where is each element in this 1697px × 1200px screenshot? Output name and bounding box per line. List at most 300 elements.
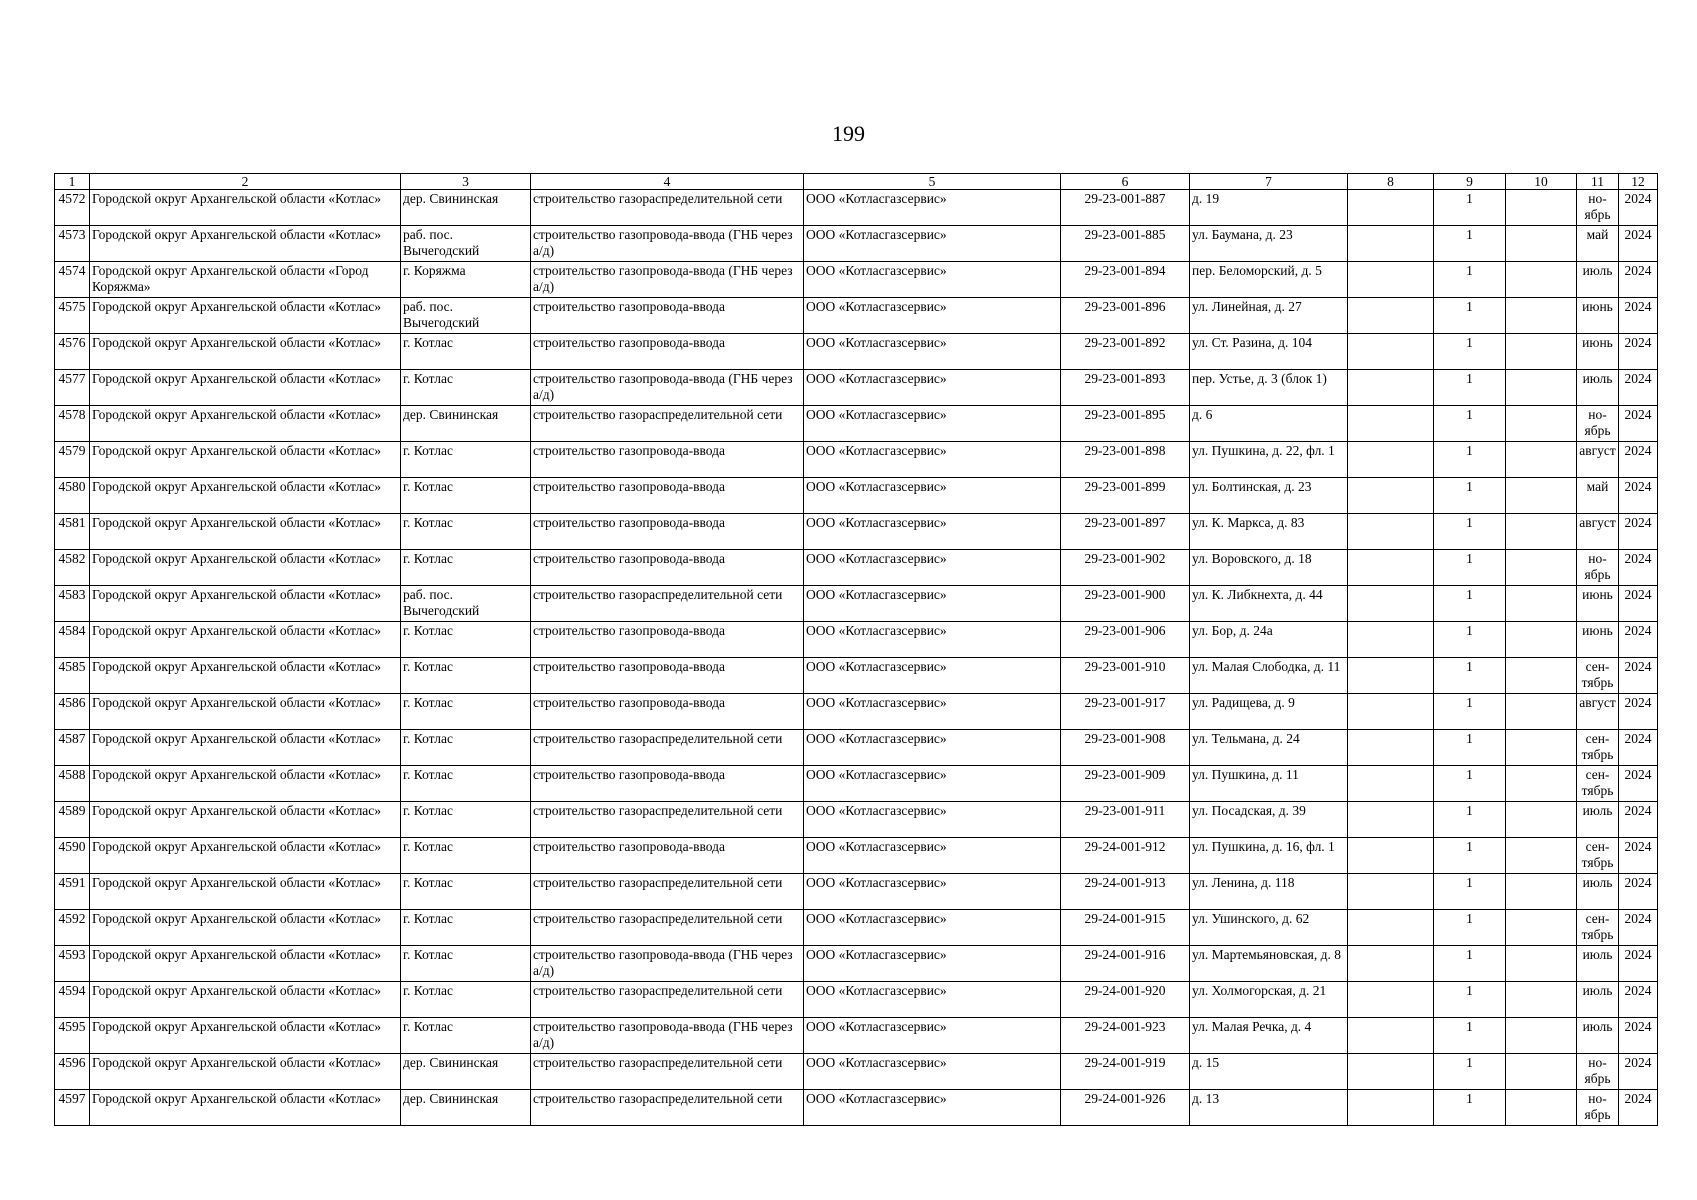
address-cell: ул. Малая Речка, д. 4 bbox=[1190, 1018, 1348, 1054]
col-8-value-cell bbox=[1348, 478, 1434, 514]
year-cell: 2024 bbox=[1619, 514, 1658, 550]
year-cell: 2024 bbox=[1619, 766, 1658, 802]
table-row bbox=[55, 478, 1658, 514]
organization-cell: ООО «Котласгазсервис» bbox=[804, 442, 1061, 478]
work-type-cell: строительство газопровода-ввода bbox=[531, 298, 804, 334]
year-cell: 2024 bbox=[1619, 658, 1658, 694]
municipality-cell: Городской округ Архангельской области «Котлас» bbox=[90, 982, 401, 1018]
row-number-cell: 4574 bbox=[55, 262, 90, 298]
col-8-value-cell bbox=[1348, 946, 1434, 982]
month-cell: август bbox=[1577, 442, 1619, 478]
work-type-cell: строительство газопровода-ввода bbox=[531, 550, 804, 586]
municipality-cell: Городской округ Архангельской области «Котлас» bbox=[90, 1018, 401, 1054]
quantity-cell: 1 bbox=[1434, 658, 1506, 694]
table-row bbox=[55, 190, 1658, 226]
col-8-value-cell bbox=[1348, 262, 1434, 298]
col-10-value-cell bbox=[1506, 190, 1577, 226]
organization-cell: ООО «Котласгазсервис» bbox=[804, 550, 1061, 586]
row-number-cell: 4575 bbox=[55, 298, 90, 334]
settlement-cell: дер. Свининская bbox=[401, 190, 531, 226]
table-row bbox=[55, 1018, 1658, 1054]
address-cell: д. 13 bbox=[1190, 1090, 1348, 1126]
address-cell: ул. Ленина, д. 118 bbox=[1190, 874, 1348, 910]
year-cell: 2024 bbox=[1619, 334, 1658, 370]
column-number: 8 bbox=[1348, 174, 1434, 190]
year-cell: 2024 bbox=[1619, 910, 1658, 946]
table-row bbox=[55, 406, 1658, 442]
column-number: 10 bbox=[1506, 174, 1577, 190]
col-10-value-cell bbox=[1506, 730, 1577, 766]
year-cell: 2024 bbox=[1619, 406, 1658, 442]
work-type-cell: строительство газопровода-ввода bbox=[531, 766, 804, 802]
col-10-value-cell bbox=[1506, 442, 1577, 478]
quantity-cell: 1 bbox=[1434, 1054, 1506, 1090]
quantity-cell: 1 bbox=[1434, 190, 1506, 226]
month-cell: но-ябрь bbox=[1577, 406, 1619, 442]
table-row bbox=[55, 514, 1658, 550]
registry-code-cell: 29-23-001-911 bbox=[1061, 802, 1190, 838]
settlement-cell: г. Котлас bbox=[401, 982, 531, 1018]
col-8-value-cell bbox=[1348, 1018, 1434, 1054]
registry-code-cell: 29-24-001-913 bbox=[1061, 874, 1190, 910]
municipality-cell: Городской округ Архангельской области «Котлас» bbox=[90, 802, 401, 838]
row-number-cell: 4577 bbox=[55, 370, 90, 406]
row-number-cell: 4593 bbox=[55, 946, 90, 982]
table-row bbox=[55, 550, 1658, 586]
address-cell: ул. Мартемьяновская, д. 8 bbox=[1190, 946, 1348, 982]
organization-cell: ООО «Котласгазсервис» bbox=[804, 982, 1061, 1018]
settlement-cell: г. Котлас bbox=[401, 622, 531, 658]
address-cell: ул. Бор, д. 24а bbox=[1190, 622, 1348, 658]
table-row bbox=[55, 766, 1658, 802]
year-cell: 2024 bbox=[1619, 370, 1658, 406]
col-8-value-cell bbox=[1348, 874, 1434, 910]
organization-cell: ООО «Котласгазсервис» bbox=[804, 478, 1061, 514]
quantity-cell: 1 bbox=[1434, 478, 1506, 514]
address-cell: ул. Холмогорская, д. 21 bbox=[1190, 982, 1348, 1018]
row-number-cell: 4589 bbox=[55, 802, 90, 838]
organization-cell: ООО «Котласгазсервис» bbox=[804, 370, 1061, 406]
col-10-value-cell bbox=[1506, 1054, 1577, 1090]
year-cell: 2024 bbox=[1619, 586, 1658, 622]
registry-code-cell: 29-23-001-894 bbox=[1061, 262, 1190, 298]
table-row bbox=[55, 622, 1658, 658]
settlement-cell: г. Котлас bbox=[401, 802, 531, 838]
col-8-value-cell bbox=[1348, 982, 1434, 1018]
row-number-cell: 4585 bbox=[55, 658, 90, 694]
month-cell: август bbox=[1577, 694, 1619, 730]
municipality-cell: Городской округ Архангельской области «Котлас» bbox=[90, 766, 401, 802]
register-table bbox=[54, 173, 1658, 1126]
column-number: 9 bbox=[1434, 174, 1506, 190]
municipality-cell: Городской округ Архангельской области «Котлас» bbox=[90, 622, 401, 658]
organization-cell: ООО «Котласгазсервис» bbox=[804, 1090, 1061, 1126]
settlement-cell: раб. пос. Вычегодский bbox=[401, 298, 531, 334]
address-cell: ул. Радищева, д. 9 bbox=[1190, 694, 1348, 730]
column-number: 6 bbox=[1061, 174, 1190, 190]
work-type-cell: строительство газопровода-ввода bbox=[531, 514, 804, 550]
registry-code-cell: 29-23-001-909 bbox=[1061, 766, 1190, 802]
municipality-cell: Городской округ Архангельской области «Город Коряжма» bbox=[90, 262, 401, 298]
year-cell: 2024 bbox=[1619, 838, 1658, 874]
col-10-value-cell bbox=[1506, 334, 1577, 370]
col-10-value-cell bbox=[1506, 910, 1577, 946]
row-number-cell: 4580 bbox=[55, 478, 90, 514]
table-row bbox=[55, 298, 1658, 334]
address-cell: ул. Ст. Разина, д. 104 bbox=[1190, 334, 1348, 370]
registry-code-cell: 29-24-001-920 bbox=[1061, 982, 1190, 1018]
address-cell: д. 15 bbox=[1190, 1054, 1348, 1090]
row-number-cell: 4590 bbox=[55, 838, 90, 874]
col-8-value-cell bbox=[1348, 334, 1434, 370]
registry-code-cell: 29-23-001-899 bbox=[1061, 478, 1190, 514]
year-cell: 2024 bbox=[1619, 622, 1658, 658]
table-row bbox=[55, 946, 1658, 982]
address-cell: ул. Воровского, д. 18 bbox=[1190, 550, 1348, 586]
municipality-cell: Городской округ Архангельской области «Котлас» bbox=[90, 478, 401, 514]
col-8-value-cell bbox=[1348, 226, 1434, 262]
column-number: 5 bbox=[804, 174, 1061, 190]
settlement-cell: г. Котлас bbox=[401, 514, 531, 550]
organization-cell: ООО «Котласгазсервис» bbox=[804, 190, 1061, 226]
col-8-value-cell bbox=[1348, 802, 1434, 838]
column-number: 3 bbox=[401, 174, 531, 190]
col-10-value-cell bbox=[1506, 298, 1577, 334]
work-type-cell: строительство газораспределительной сети bbox=[531, 1054, 804, 1090]
registry-code-cell: 29-23-001-910 bbox=[1061, 658, 1190, 694]
col-10-value-cell bbox=[1506, 406, 1577, 442]
organization-cell: ООО «Котласгазсервис» bbox=[804, 1018, 1061, 1054]
work-type-cell: строительство газораспределительной сети bbox=[531, 910, 804, 946]
table-row bbox=[55, 334, 1658, 370]
year-cell: 2024 bbox=[1619, 982, 1658, 1018]
table-row bbox=[55, 694, 1658, 730]
register-body bbox=[55, 190, 1658, 1126]
month-cell: август bbox=[1577, 514, 1619, 550]
col-10-value-cell bbox=[1506, 622, 1577, 658]
month-cell: июль bbox=[1577, 262, 1619, 298]
municipality-cell: Городской округ Архангельской области «Котлас» bbox=[90, 874, 401, 910]
col-10-value-cell bbox=[1506, 370, 1577, 406]
settlement-cell: г. Котлас bbox=[401, 370, 531, 406]
col-10-value-cell bbox=[1506, 874, 1577, 910]
month-cell: сен-тябрь bbox=[1577, 838, 1619, 874]
organization-cell: ООО «Котласгазсервис» bbox=[804, 622, 1061, 658]
table-row bbox=[55, 910, 1658, 946]
col-10-value-cell bbox=[1506, 982, 1577, 1018]
settlement-cell: г. Котлас bbox=[401, 946, 531, 982]
col-10-value-cell bbox=[1506, 478, 1577, 514]
settlement-cell: г. Котлас bbox=[401, 478, 531, 514]
year-cell: 2024 bbox=[1619, 874, 1658, 910]
col-10-value-cell bbox=[1506, 550, 1577, 586]
registry-code-cell: 29-23-001-896 bbox=[1061, 298, 1190, 334]
municipality-cell: Городской округ Архангельской области «Котлас» bbox=[90, 586, 401, 622]
row-number-cell: 4576 bbox=[55, 334, 90, 370]
organization-cell: ООО «Котласгазсервис» bbox=[804, 262, 1061, 298]
work-type-cell: строительство газопровода-ввода (ГНБ через а/д) bbox=[531, 1018, 804, 1054]
quantity-cell: 1 bbox=[1434, 586, 1506, 622]
registry-code-cell: 29-23-001-885 bbox=[1061, 226, 1190, 262]
month-cell: сен-тябрь bbox=[1577, 730, 1619, 766]
organization-cell: ООО «Котласгазсервис» bbox=[804, 226, 1061, 262]
address-cell: д. 19 bbox=[1190, 190, 1348, 226]
municipality-cell: Городской округ Архангельской области «Котлас» bbox=[90, 658, 401, 694]
month-cell: июль bbox=[1577, 874, 1619, 910]
col-8-value-cell bbox=[1348, 910, 1434, 946]
table-row bbox=[55, 370, 1658, 406]
work-type-cell: строительство газопровода-ввода bbox=[531, 478, 804, 514]
settlement-cell: г. Котлас bbox=[401, 442, 531, 478]
work-type-cell: строительство газопровода-ввода bbox=[531, 658, 804, 694]
month-cell: май bbox=[1577, 226, 1619, 262]
table-row bbox=[55, 982, 1658, 1018]
work-type-cell: строительство газопровода-ввода bbox=[531, 838, 804, 874]
registry-code-cell: 29-23-001-906 bbox=[1061, 622, 1190, 658]
work-type-cell: строительство газораспределительной сети bbox=[531, 802, 804, 838]
work-type-cell: строительство газораспределительной сети bbox=[531, 982, 804, 1018]
municipality-cell: Городской округ Архангельской области «Котлас» bbox=[90, 550, 401, 586]
municipality-cell: Городской округ Архангельской области «Котлас» bbox=[90, 694, 401, 730]
table-row bbox=[55, 262, 1658, 298]
row-number-cell: 4583 bbox=[55, 586, 90, 622]
col-8-value-cell bbox=[1348, 622, 1434, 658]
month-cell: но-ябрь bbox=[1577, 1090, 1619, 1126]
column-number: 12 bbox=[1619, 174, 1658, 190]
row-number-cell: 4597 bbox=[55, 1090, 90, 1126]
column-number: 11 bbox=[1577, 174, 1619, 190]
col-8-value-cell bbox=[1348, 694, 1434, 730]
year-cell: 2024 bbox=[1619, 478, 1658, 514]
month-cell: июнь bbox=[1577, 298, 1619, 334]
municipality-cell: Городской округ Архангельской области «Котлас» bbox=[90, 838, 401, 874]
registry-code-cell: 29-24-001-912 bbox=[1061, 838, 1190, 874]
month-cell: сен-тябрь bbox=[1577, 910, 1619, 946]
address-cell: пер. Беломорский, д. 5 bbox=[1190, 262, 1348, 298]
organization-cell: ООО «Котласгазсервис» bbox=[804, 838, 1061, 874]
quantity-cell: 1 bbox=[1434, 514, 1506, 550]
row-number-cell: 4582 bbox=[55, 550, 90, 586]
settlement-cell: г. Котлас bbox=[401, 874, 531, 910]
work-type-cell: строительство газопровода-ввода (ГНБ через а/д) bbox=[531, 370, 804, 406]
address-cell: ул. Линейная, д. 27 bbox=[1190, 298, 1348, 334]
col-10-value-cell bbox=[1506, 1018, 1577, 1054]
col-10-value-cell bbox=[1506, 766, 1577, 802]
settlement-cell: г. Котлас bbox=[401, 550, 531, 586]
row-number-cell: 4587 bbox=[55, 730, 90, 766]
table-row bbox=[55, 1054, 1658, 1090]
month-cell: июнь bbox=[1577, 334, 1619, 370]
col-8-value-cell bbox=[1348, 1054, 1434, 1090]
settlement-cell: раб. пос. Вычегодский bbox=[401, 586, 531, 622]
quantity-cell: 1 bbox=[1434, 1090, 1506, 1126]
address-cell: ул. Малая Слободка, д. 11 bbox=[1190, 658, 1348, 694]
quantity-cell: 1 bbox=[1434, 442, 1506, 478]
col-8-value-cell bbox=[1348, 766, 1434, 802]
col-8-value-cell bbox=[1348, 406, 1434, 442]
settlement-cell: г. Коряжма bbox=[401, 262, 531, 298]
col-10-value-cell bbox=[1506, 1090, 1577, 1126]
row-number-cell: 4581 bbox=[55, 514, 90, 550]
row-number-cell: 4588 bbox=[55, 766, 90, 802]
settlement-cell: г. Котлас bbox=[401, 730, 531, 766]
registry-code-cell: 29-23-001-917 bbox=[1061, 694, 1190, 730]
work-type-cell: строительство газораспределительной сети bbox=[531, 190, 804, 226]
registry-code-cell: 29-24-001-916 bbox=[1061, 946, 1190, 982]
table-row bbox=[55, 226, 1658, 262]
work-type-cell: строительство газораспределительной сети bbox=[531, 1090, 804, 1126]
row-number-cell: 4578 bbox=[55, 406, 90, 442]
quantity-cell: 1 bbox=[1434, 298, 1506, 334]
settlement-cell: г. Котлас bbox=[401, 766, 531, 802]
registry-code-cell: 29-23-001-902 bbox=[1061, 550, 1190, 586]
registry-code-cell: 29-23-001-895 bbox=[1061, 406, 1190, 442]
municipality-cell: Городской округ Архангельской области «Котлас» bbox=[90, 730, 401, 766]
registry-code-cell: 29-23-001-893 bbox=[1061, 370, 1190, 406]
month-cell: сен-тябрь bbox=[1577, 658, 1619, 694]
work-type-cell: строительство газораспределительной сети bbox=[531, 586, 804, 622]
municipality-cell: Городской округ Архангельской области «Котлас» bbox=[90, 910, 401, 946]
table-row bbox=[55, 442, 1658, 478]
row-number-cell: 4572 bbox=[55, 190, 90, 226]
registry-code-cell: 29-24-001-926 bbox=[1061, 1090, 1190, 1126]
column-number: 4 bbox=[531, 174, 804, 190]
work-type-cell: строительство газопровода-ввода bbox=[531, 334, 804, 370]
year-cell: 2024 bbox=[1619, 550, 1658, 586]
registry-code-cell: 29-23-001-900 bbox=[1061, 586, 1190, 622]
col-10-value-cell bbox=[1506, 586, 1577, 622]
year-cell: 2024 bbox=[1619, 802, 1658, 838]
settlement-cell: г. Котлас bbox=[401, 910, 531, 946]
registry-code-cell: 29-23-001-898 bbox=[1061, 442, 1190, 478]
organization-cell: ООО «Котласгазсервис» bbox=[804, 946, 1061, 982]
month-cell: июнь bbox=[1577, 622, 1619, 658]
settlement-cell: г. Котлас bbox=[401, 658, 531, 694]
settlement-cell: г. Котлас bbox=[401, 694, 531, 730]
year-cell: 2024 bbox=[1619, 262, 1658, 298]
table-row bbox=[55, 838, 1658, 874]
address-cell: ул. Пушкина, д. 16, фл. 1 bbox=[1190, 838, 1348, 874]
address-cell: ул. Тельмана, д. 24 bbox=[1190, 730, 1348, 766]
municipality-cell: Городской округ Архангельской области «Котлас» bbox=[90, 370, 401, 406]
registry-code-cell: 29-23-001-887 bbox=[1061, 190, 1190, 226]
organization-cell: ООО «Котласгазсервис» bbox=[804, 1054, 1061, 1090]
col-8-value-cell bbox=[1348, 586, 1434, 622]
col-8-value-cell bbox=[1348, 730, 1434, 766]
year-cell: 2024 bbox=[1619, 1054, 1658, 1090]
municipality-cell: Городской округ Архангельской области «Котлас» bbox=[90, 226, 401, 262]
address-cell: ул. Болтинская, д. 23 bbox=[1190, 478, 1348, 514]
organization-cell: ООО «Котласгазсервис» bbox=[804, 802, 1061, 838]
month-cell: но-ябрь bbox=[1577, 550, 1619, 586]
column-number: 1 bbox=[55, 174, 90, 190]
col-10-value-cell bbox=[1506, 262, 1577, 298]
registry-code-cell: 29-23-001-892 bbox=[1061, 334, 1190, 370]
address-cell: ул. К. Либкнехта, д. 44 bbox=[1190, 586, 1348, 622]
quantity-cell: 1 bbox=[1434, 370, 1506, 406]
organization-cell: ООО «Котласгазсервис» bbox=[804, 658, 1061, 694]
col-10-value-cell bbox=[1506, 658, 1577, 694]
registry-code-cell: 29-24-001-915 bbox=[1061, 910, 1190, 946]
settlement-cell: дер. Свининская bbox=[401, 1054, 531, 1090]
quantity-cell: 1 bbox=[1434, 226, 1506, 262]
col-8-value-cell bbox=[1348, 370, 1434, 406]
month-cell: июль bbox=[1577, 1018, 1619, 1054]
quantity-cell: 1 bbox=[1434, 406, 1506, 442]
year-cell: 2024 bbox=[1619, 1018, 1658, 1054]
column-number: 2 bbox=[90, 174, 401, 190]
quantity-cell: 1 bbox=[1434, 262, 1506, 298]
work-type-cell: строительство газораспределительной сети bbox=[531, 406, 804, 442]
month-cell: июль bbox=[1577, 802, 1619, 838]
table-row bbox=[55, 802, 1658, 838]
organization-cell: ООО «Котласгазсервис» bbox=[804, 694, 1061, 730]
organization-cell: ООО «Котласгазсервис» bbox=[804, 910, 1061, 946]
month-cell: но-ябрь bbox=[1577, 190, 1619, 226]
municipality-cell: Городской округ Архангельской области «Котлас» bbox=[90, 1054, 401, 1090]
col-8-value-cell bbox=[1348, 550, 1434, 586]
municipality-cell: Городской округ Архангельской области «Котлас» bbox=[90, 406, 401, 442]
municipality-cell: Городской округ Архангельской области «Котлас» bbox=[90, 190, 401, 226]
quantity-cell: 1 bbox=[1434, 622, 1506, 658]
quantity-cell: 1 bbox=[1434, 982, 1506, 1018]
year-cell: 2024 bbox=[1619, 298, 1658, 334]
quantity-cell: 1 bbox=[1434, 874, 1506, 910]
address-cell: д. 6 bbox=[1190, 406, 1348, 442]
organization-cell: ООО «Котласгазсервис» bbox=[804, 514, 1061, 550]
month-cell: но-ябрь bbox=[1577, 1054, 1619, 1090]
table-row bbox=[55, 658, 1658, 694]
month-cell: май bbox=[1577, 478, 1619, 514]
year-cell: 2024 bbox=[1619, 730, 1658, 766]
quantity-cell: 1 bbox=[1434, 730, 1506, 766]
address-cell: ул. Ушинского, д. 62 bbox=[1190, 910, 1348, 946]
settlement-cell: г. Котлас bbox=[401, 334, 531, 370]
year-cell: 2024 bbox=[1619, 190, 1658, 226]
address-cell: ул. Баумана, д. 23 bbox=[1190, 226, 1348, 262]
work-type-cell: строительство газопровода-ввода bbox=[531, 694, 804, 730]
work-type-cell: строительство газораспределительной сети bbox=[531, 730, 804, 766]
row-number-cell: 4591 bbox=[55, 874, 90, 910]
col-8-value-cell bbox=[1348, 190, 1434, 226]
address-cell: ул. Посадская, д. 39 bbox=[1190, 802, 1348, 838]
municipality-cell: Городской округ Архангельской области «Котлас» bbox=[90, 1090, 401, 1126]
organization-cell: ООО «Котласгазсервис» bbox=[804, 406, 1061, 442]
month-cell: июль bbox=[1577, 982, 1619, 1018]
table-row bbox=[55, 874, 1658, 910]
col-10-value-cell bbox=[1506, 802, 1577, 838]
col-10-value-cell bbox=[1506, 838, 1577, 874]
year-cell: 2024 bbox=[1619, 442, 1658, 478]
quantity-cell: 1 bbox=[1434, 550, 1506, 586]
quantity-cell: 1 bbox=[1434, 910, 1506, 946]
settlement-cell: раб. пос. Вычегодский bbox=[401, 226, 531, 262]
month-cell: июль bbox=[1577, 370, 1619, 406]
column-number-row bbox=[55, 174, 1658, 190]
address-cell: ул. К. Маркса, д. 83 bbox=[1190, 514, 1348, 550]
settlement-cell: г. Котлас bbox=[401, 1018, 531, 1054]
work-type-cell: строительство газопровода-ввода (ГНБ через а/д) bbox=[531, 262, 804, 298]
row-number-cell: 4584 bbox=[55, 622, 90, 658]
month-cell: июль bbox=[1577, 946, 1619, 982]
year-cell: 2024 bbox=[1619, 1090, 1658, 1126]
year-cell: 2024 bbox=[1619, 694, 1658, 730]
organization-cell: ООО «Котласгазсервис» bbox=[804, 730, 1061, 766]
col-8-value-cell bbox=[1348, 838, 1434, 874]
work-type-cell: строительство газопровода-ввода (ГНБ через а/д) bbox=[531, 226, 804, 262]
col-8-value-cell bbox=[1348, 442, 1434, 478]
work-type-cell: строительство газопровода-ввода bbox=[531, 442, 804, 478]
